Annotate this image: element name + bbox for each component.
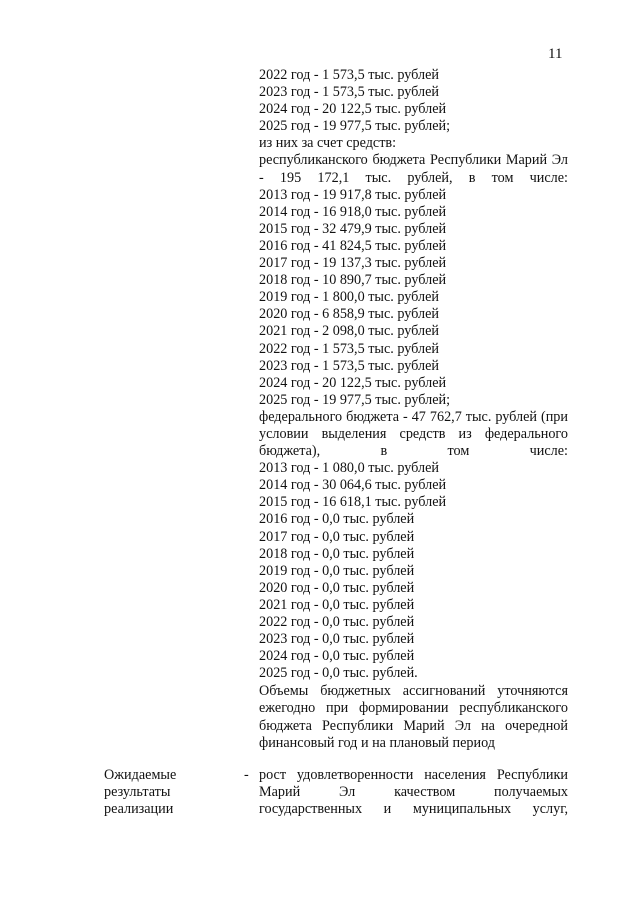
list-item: 2016 год - 0,0 тыс. рублей bbox=[259, 511, 415, 528]
list-item: 2023 год - 1 573,5 тыс. рублей bbox=[259, 84, 439, 101]
list-item: 2020 год - 6 858,9 тыс. рублей bbox=[259, 306, 439, 323]
federal-budget-paragraph: федерального бюджета - 47 762,7 тыс. рублей (при условии выделения средств из федерального бюджета), в том числе: bbox=[259, 408, 568, 460]
list-item: 2022 год - 0,0 тыс. рублей bbox=[259, 614, 415, 630]
list-item: 2013 год - 1 080,0 тыс. рублей bbox=[259, 460, 439, 477]
label-line: реализации bbox=[104, 801, 174, 818]
federal-year-list bbox=[259, 460, 568, 682]
list-item: 2013 год - 19 917,8 тыс. рублей bbox=[259, 186, 447, 203]
row-dash: - bbox=[244, 767, 249, 783]
label-line: Ожидаемые bbox=[104, 767, 177, 783]
list-item: 2020 год - 0,0 тыс. рублей bbox=[259, 579, 415, 596]
expected-results-text: рост удовлетворенности населения Республики Марий Эл качеством получаемых государственных и муниципальных услуг, bbox=[259, 767, 568, 818]
list-item: 2024 год - 0,0 тыс. рублей bbox=[259, 648, 415, 665]
list-item: 2018 год - 0,0 тыс. рублей bbox=[259, 545, 415, 562]
funding-section bbox=[259, 67, 568, 752]
list-item: 2014 год - 16 918,0 тыс. рублей bbox=[259, 203, 447, 220]
list-item: 2025 год - 19 977,5 тыс. рублей; bbox=[259, 118, 451, 135]
list-item: 2023 год - 1 573,5 тыс. рублей bbox=[259, 357, 439, 374]
republic-year-list bbox=[259, 187, 568, 409]
label-line: результаты bbox=[104, 784, 171, 801]
list-item: 2014 год - 30 064,6 тыс. рублей bbox=[259, 477, 447, 494]
list-item: 2015 год - 32 479,9 тыс. рублей bbox=[259, 220, 447, 237]
sources-heading: из них за счет средств: bbox=[259, 135, 397, 152]
list-item: 2021 год - 2 098,0 тыс. рублей bbox=[259, 323, 439, 340]
list-item: 2024 год - 20 122,5 тыс. рублей bbox=[259, 374, 447, 391]
list-item: 2025 год - 0,0 тыс. рублей. bbox=[259, 665, 418, 682]
list-item: 2017 год - 0,0 тыс. рублей bbox=[259, 528, 415, 545]
list-item: 2023 год - 0,0 тыс. рублей bbox=[259, 631, 415, 648]
list-item: 2015 год - 16 618,1 тыс. рублей bbox=[259, 494, 447, 511]
republic-budget-paragraph: республиканского бюджета Республики Марий Эл - 195 172,1 тыс. рублей, в том числе: bbox=[259, 152, 568, 186]
list-item: 2025 год - 19 977,5 тыс. рублей; bbox=[259, 391, 451, 408]
list-item: 2016 год - 41 824,5 тыс. рублей bbox=[259, 237, 447, 254]
appropriations-note: Объемы бюджетных ассигнований уточняются ежегодно при формировании республиканского бюджета Республики Марий Эл на очередной финансовый год и на плановый период bbox=[259, 683, 568, 751]
list-item: 2018 год - 10 890,7 тыс. рублей bbox=[259, 272, 447, 289]
list-item: 2024 год - 20 122,5 тыс. рублей bbox=[259, 101, 447, 118]
list-item: 2022 год - 1 573,5 тыс. рублей bbox=[259, 340, 439, 357]
list-item: 2019 год - 1 800,0 тыс. рублей bbox=[259, 289, 439, 306]
list-item: 2021 год - 0,0 тыс. рублей bbox=[259, 596, 415, 613]
list-item: 2017 год - 19 137,3 тыс. рублей bbox=[259, 255, 447, 272]
total-year-list bbox=[259, 67, 568, 152]
page-number: 11 bbox=[548, 46, 563, 62]
list-item: 2022 год - 1 573,5 тыс. рублей bbox=[259, 67, 439, 83]
list-item: 2019 год - 0,0 тыс. рублей bbox=[259, 562, 415, 579]
expected-results-label bbox=[104, 767, 234, 818]
